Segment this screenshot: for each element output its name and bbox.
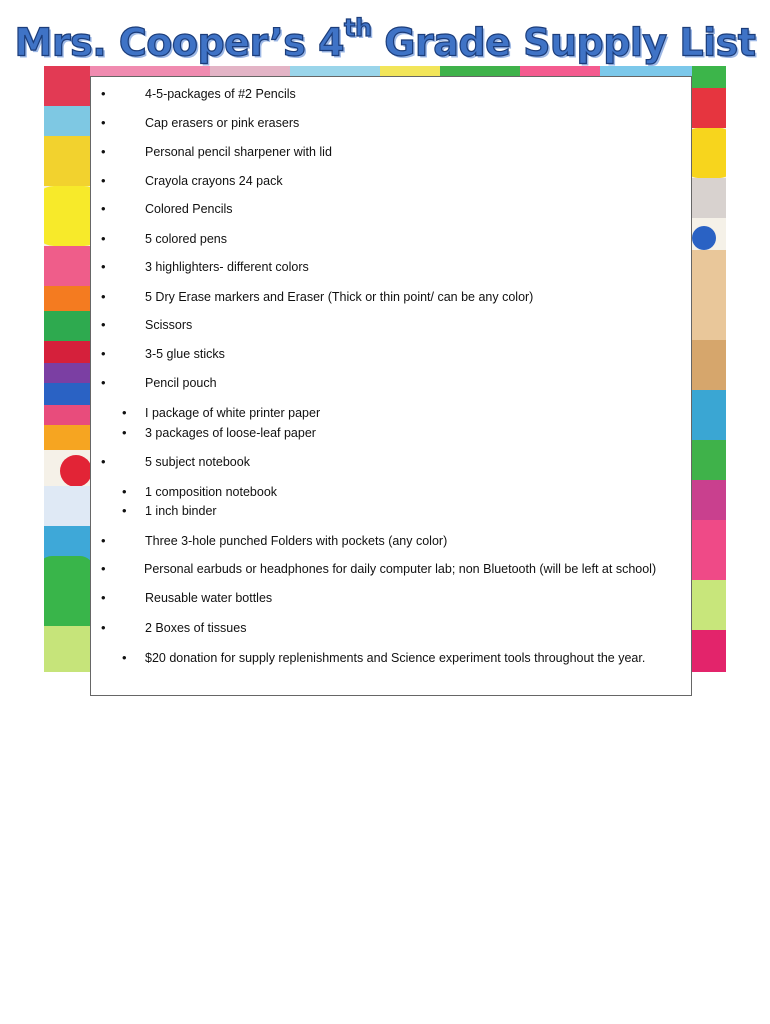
- list-bullet: •: [101, 375, 106, 390]
- list-bullet: •: [101, 533, 106, 548]
- list-item: $20 donation for supply replenishments and Science experiment tools throughout the year.: [145, 651, 646, 665]
- list-item: 1 composition notebook: [145, 485, 278, 499]
- list-item: Personal pencil sharpener with lid: [145, 145, 332, 159]
- list-item: Scissors: [145, 318, 193, 332]
- page-title: [0, 14, 770, 65]
- list-bullet: •: [101, 144, 106, 159]
- list-item: I package of white printer paper: [145, 406, 321, 420]
- list-bullet: •: [101, 86, 106, 101]
- title-tail: Grade Supply List: [371, 20, 756, 65]
- list-item: 2 Boxes of tissues: [145, 621, 247, 635]
- list-bullet: •: [122, 405, 127, 420]
- list-bullet: •: [101, 289, 106, 304]
- title-main: Mrs. Cooper’s 4: [14, 20, 345, 65]
- list-item: 5 subject notebook: [145, 455, 250, 469]
- list-bullet: •: [101, 259, 106, 274]
- list-item: Colored Pencils: [145, 202, 233, 216]
- list-bullet: •: [101, 201, 106, 216]
- list-item: Cap erasers or pink erasers: [145, 116, 300, 130]
- list-bullet: •: [101, 561, 106, 576]
- list-bullet: •: [122, 425, 127, 440]
- title-superscript: th: [344, 14, 372, 42]
- list-item: Personal earbuds or headphones for daily computer lab; non Bluetooth (will be left at school): [144, 562, 657, 576]
- list-bullet: •: [101, 173, 106, 188]
- list-item: 4-5-packages of #2 Pencils: [145, 87, 296, 101]
- list-item: 3 packages of loose-leaf paper: [145, 426, 316, 440]
- list-item: 1 inch binder: [145, 504, 217, 518]
- list-bullet: •: [122, 484, 127, 499]
- list-item: 5 Dry Erase markers and Eraser (Thick or thin point/ can be any color): [145, 290, 534, 304]
- list-item: Pencil pouch: [145, 376, 217, 390]
- list-bullet: •: [101, 346, 106, 361]
- list-item: Three 3-hole punched Folders with pockets (any color): [145, 534, 448, 548]
- list-bullet: •: [122, 503, 127, 518]
- list-bullet: •: [101, 620, 106, 635]
- list-item: 5 colored pens: [145, 232, 228, 246]
- list-bullet: •: [122, 650, 127, 665]
- list-item: Crayola crayons 24 pack: [145, 174, 283, 188]
- list-bullet: •: [101, 454, 106, 469]
- list-bullet: •: [101, 115, 106, 130]
- list-bullet: •: [101, 590, 106, 605]
- list-item: Reusable water bottles: [145, 591, 273, 605]
- list-bullet: •: [101, 317, 106, 332]
- list-item: 3 highlighters- different colors: [145, 260, 309, 274]
- list-bullet: •: [101, 231, 106, 246]
- list-item: 3-5 glue sticks: [145, 347, 225, 361]
